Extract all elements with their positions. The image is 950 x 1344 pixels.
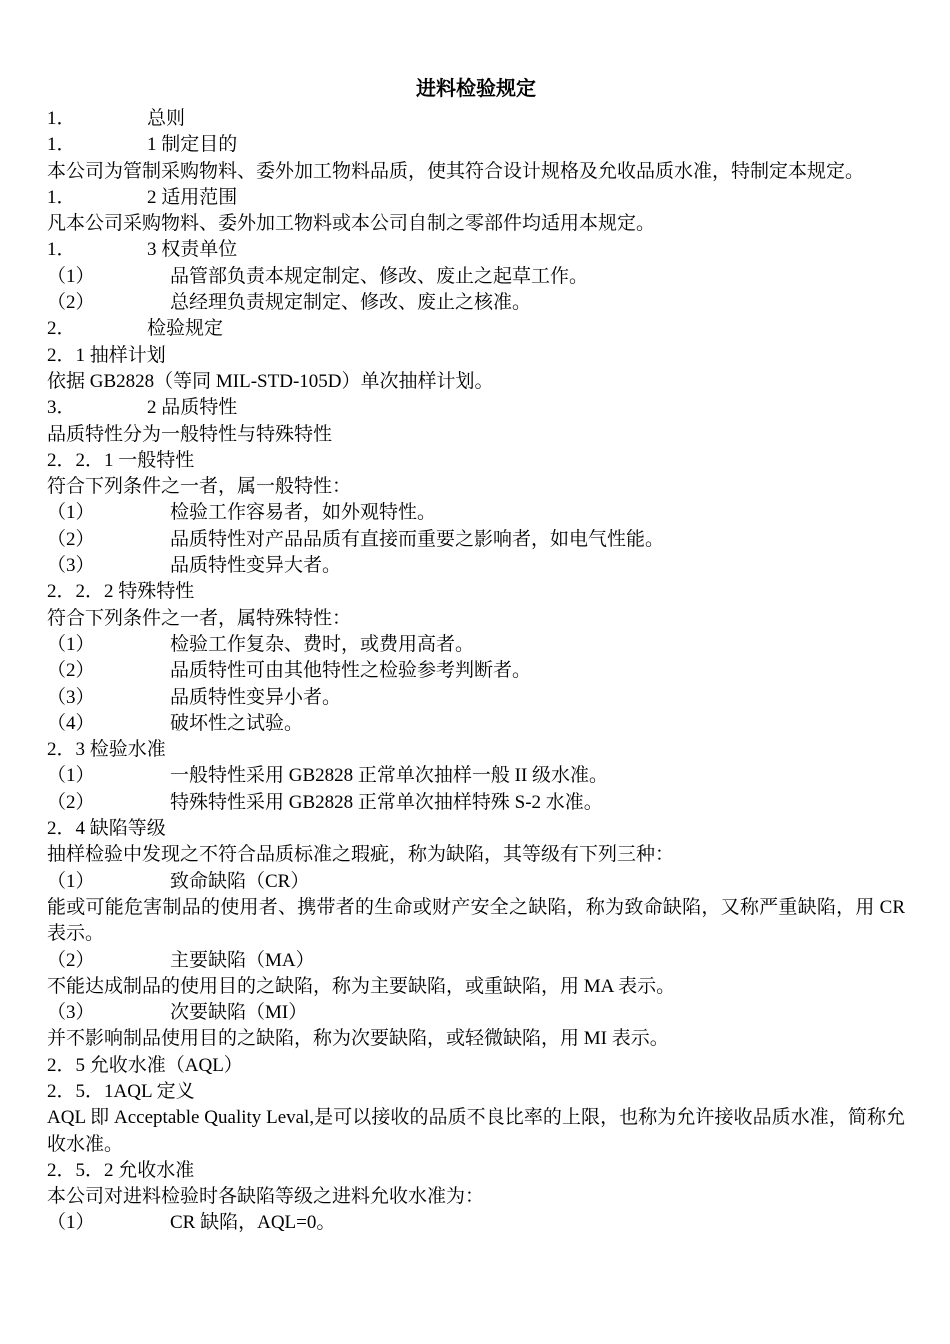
item-text: CR 缺陷，AQL=0。	[170, 1212, 336, 1234]
item-text: 检验工作复杂、费时，或费用高者。	[170, 633, 475, 655]
section-heading	[47, 395, 905, 421]
item-number: （3）	[47, 555, 95, 577]
item-number: 1．	[47, 134, 76, 156]
item-text: 检验规定	[147, 318, 224, 340]
list-item	[47, 869, 905, 895]
document-body	[47, 106, 905, 1237]
item-number: （1）	[47, 633, 95, 655]
item-text: 次要缺陷（MI）	[170, 1002, 308, 1024]
item-number: （2）	[47, 949, 95, 971]
list-item	[47, 527, 905, 553]
paragraph: 2．5．1AQL 定义	[47, 1080, 195, 1102]
paragraph: 凡本公司采购物料、委外加工物料或本公司自制之零部件均适用本规定。	[47, 213, 656, 235]
item-number: （1）	[47, 502, 95, 524]
item-text: 品质特性变异小者。	[170, 686, 342, 708]
item-text: 品管部负责本规定制定、修改、废止之起草工作。	[170, 265, 589, 287]
paragraph: AQL 即 Acceptable Quality Leval,是可以接收的品质不良比率的上限，也称为允许接收品质水准，简称允收水准。	[47, 1107, 905, 1155]
list-item	[47, 948, 905, 974]
item-text: 特殊特性采用 GB2828 正常单次抽样特殊 S-2 水准。	[170, 791, 603, 813]
item-number: （1）	[47, 265, 95, 287]
section-heading	[47, 132, 905, 158]
item-text: 3 权责单位	[147, 239, 238, 261]
item-text: 品质特性可由其他特性之检验参考判断者。	[170, 660, 532, 682]
paragraph: 本公司对进料检验时各缺陷等级之进料允收水准为：	[47, 1186, 485, 1208]
item-number: （2）	[47, 791, 95, 813]
item-text: 一般特性采用 GB2828 正常单次抽样一般 II 级水准。	[170, 765, 609, 787]
list-item	[47, 685, 905, 711]
item-text: 品质特性对产品品质有直接而重要之影响者，如电气性能。	[170, 528, 665, 550]
item-number: （3）	[47, 686, 95, 708]
item-number: 1．	[47, 186, 76, 208]
paragraph: 2．2．1 一般特性	[47, 449, 195, 471]
item-number: 1．	[47, 239, 76, 261]
paragraph: 符合下列条件之一者，属一般特性：	[47, 476, 352, 498]
paragraph: 本公司为管制采购物料、委外加工物料品质，使其符合设计规格及允收品质水准，特制定本规定。	[47, 160, 865, 182]
item-text: 致命缺陷（CR）	[170, 870, 310, 892]
item-number: （1）	[47, 765, 95, 787]
document-title: 进料检验规定	[416, 78, 536, 100]
item-text: 1 制定目的	[147, 134, 238, 156]
paragraph: 2．5 允收水准（AQL）	[47, 1054, 243, 1076]
item-number: （1）	[47, 1212, 95, 1234]
item-text: 主要缺陷（MA）	[170, 949, 315, 971]
section-heading	[47, 106, 905, 132]
item-text: 品质特性变异大者。	[170, 555, 342, 577]
paragraph: 符合下列条件之一者，属特殊特性：	[47, 607, 352, 629]
list-item	[47, 264, 905, 290]
item-text: 检验工作容易者，如外观特性。	[170, 502, 437, 524]
item-number: （1）	[47, 870, 95, 892]
item-text: 2 适用范围	[147, 186, 238, 208]
item-number: （3）	[47, 1002, 95, 1024]
item-number: （2）	[47, 292, 95, 314]
paragraph: 2．2．2 特殊特性	[47, 581, 195, 603]
list-item	[47, 1000, 905, 1026]
list-item	[47, 632, 905, 658]
list-item	[47, 790, 905, 816]
item-text: 总经理负责规定制定、修改、废止之核准。	[170, 292, 532, 314]
paragraph: 依据 GB2828（等同 MIL-STD-105D）单次抽样计划。	[47, 370, 494, 392]
paragraph: 2．5．2 允收水准	[47, 1159, 195, 1181]
list-item	[47, 290, 905, 316]
section-heading	[47, 237, 905, 263]
paragraph: 2．3 检验水准	[47, 739, 166, 761]
item-number: 3．	[47, 397, 76, 419]
list-item	[47, 500, 905, 526]
list-item	[47, 658, 905, 684]
section-heading	[47, 316, 905, 342]
item-number: 1．	[47, 108, 76, 129]
list-item	[47, 1210, 905, 1236]
paragraph: 能或可能危害制品的使用者、携带者的生命或财产安全之缺陷，称为致命缺陷，又称严重缺陷，用 CR 表示。	[47, 896, 905, 945]
paragraph: 品质特性分为一般特性与特殊特性	[47, 423, 333, 445]
item-number: （4）	[47, 712, 95, 734]
item-number: （2）	[47, 660, 95, 682]
item-number: （2）	[47, 528, 95, 550]
paragraph: 2．4 缺陷等级	[47, 818, 166, 840]
item-number: 2．	[47, 318, 76, 340]
paragraph: 并不影响制品使用目的之缺陷，称为次要缺陷，或轻微缺陷，用 MI 表示。	[47, 1028, 669, 1050]
item-text: 2 品质特性	[147, 397, 238, 419]
paragraph: 2．1 抽样计划	[47, 344, 166, 366]
item-text: 总则	[147, 108, 186, 129]
list-item	[47, 763, 905, 789]
item-text: 破坏性之试验。	[170, 712, 304, 734]
list-item	[47, 553, 905, 579]
list-item	[47, 711, 905, 737]
paragraph: 不能达成制品的使用目的之缺陷，称为主要缺陷，或重缺陷，用 MA 表示。	[47, 975, 676, 997]
document-page	[47, 76, 905, 1237]
section-heading	[47, 185, 905, 211]
paragraph: 抽样检验中发现之不符合品质标准之瑕疵，称为缺陷，其等级有下列三种：	[47, 844, 675, 866]
